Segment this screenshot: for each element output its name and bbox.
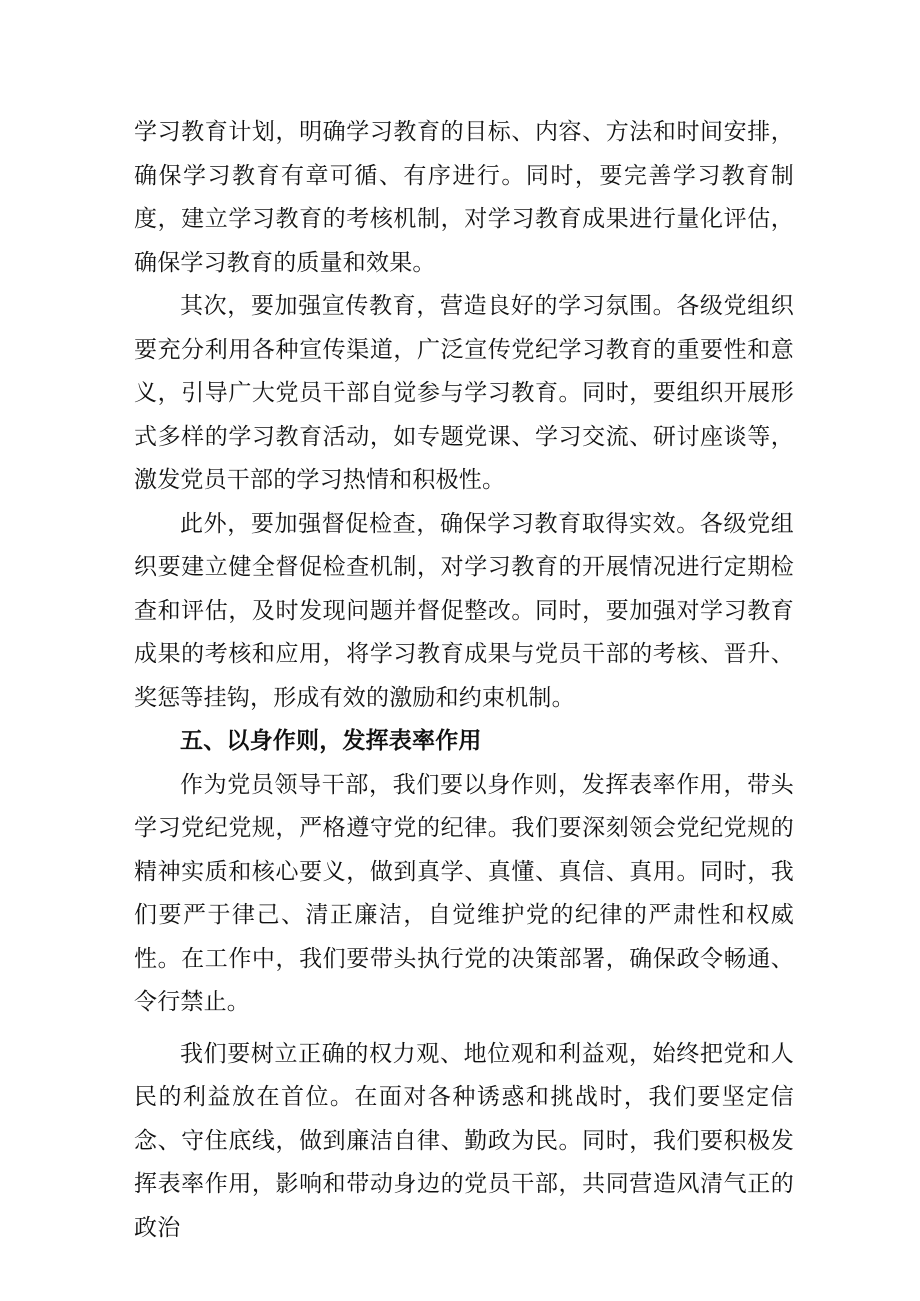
paragraph-study-plan: 学习教育计划，明确学习教育的目标、内容、方法和时间安排，确保学习教育有章可循、有序进行。同时，要完善学习教育制度，建立学习教育的考核机制，对学习教育成果进行量化评估，确保学习教育的质量和效果。 — [134, 119, 794, 276]
paragraph-supervision-inspection: 此外，要加强督促检查，确保学习教育取得实效。各级党组织要建立健全督促检查机制，对学习教育的开展情况进行定期检查和评估，及时发现问题并督促整改。同时，要加强对学习教育成果的考核和应用，将学习教育成果与党员干部的考核、晋升、奖惩等挂钩，形成有效的激励和约束机制。 — [134, 510, 794, 711]
paragraph-correct-views: 我们要树立正确的权力观、地位观和利益观，始终把党和人民的利益放在首位。在面对各种诱惑和挑战时，我们要坚定信念、守住底线，做到廉洁自律、勤政为民。同时，我们要积极发挥表率作用，影响和带动身边的党员干部，共同营造风清气正的政治 — [134, 1040, 794, 1241]
section-heading-five: 五、以身作则，发挥表率作用 — [180, 728, 482, 754]
paragraph-publicity-education: 其次，要加强宣传教育，营造良好的学习氛围。各级党组织要充分利用各种宣传渠道，广泛宣传党纪学习教育的重要性和意义，引导广大党员干部自觉参与学习教育。同时，要组织开展形式多样的学习教育活动，如专题党课、学习交流、研讨座谈等，激发党员干部的学习热情和积极性。 — [134, 293, 794, 493]
document-body — [134, 111, 794, 1250]
paragraph-lead-by-example: 作为党员领导干部，我们要以身作则，发挥表率作用，带头学习党纪党规，严格遵守党的纪律。我们要深刻领会党纪党规的精神实质和核心要义，做到真学、真懂、真信、真用。同时，我们要严于律己、清正廉洁，自觉维护党的纪律的严肃性和权威性。在工作中，我们要带头执行党的决策部署，确保政令畅通、令行禁止。 — [134, 771, 794, 1015]
